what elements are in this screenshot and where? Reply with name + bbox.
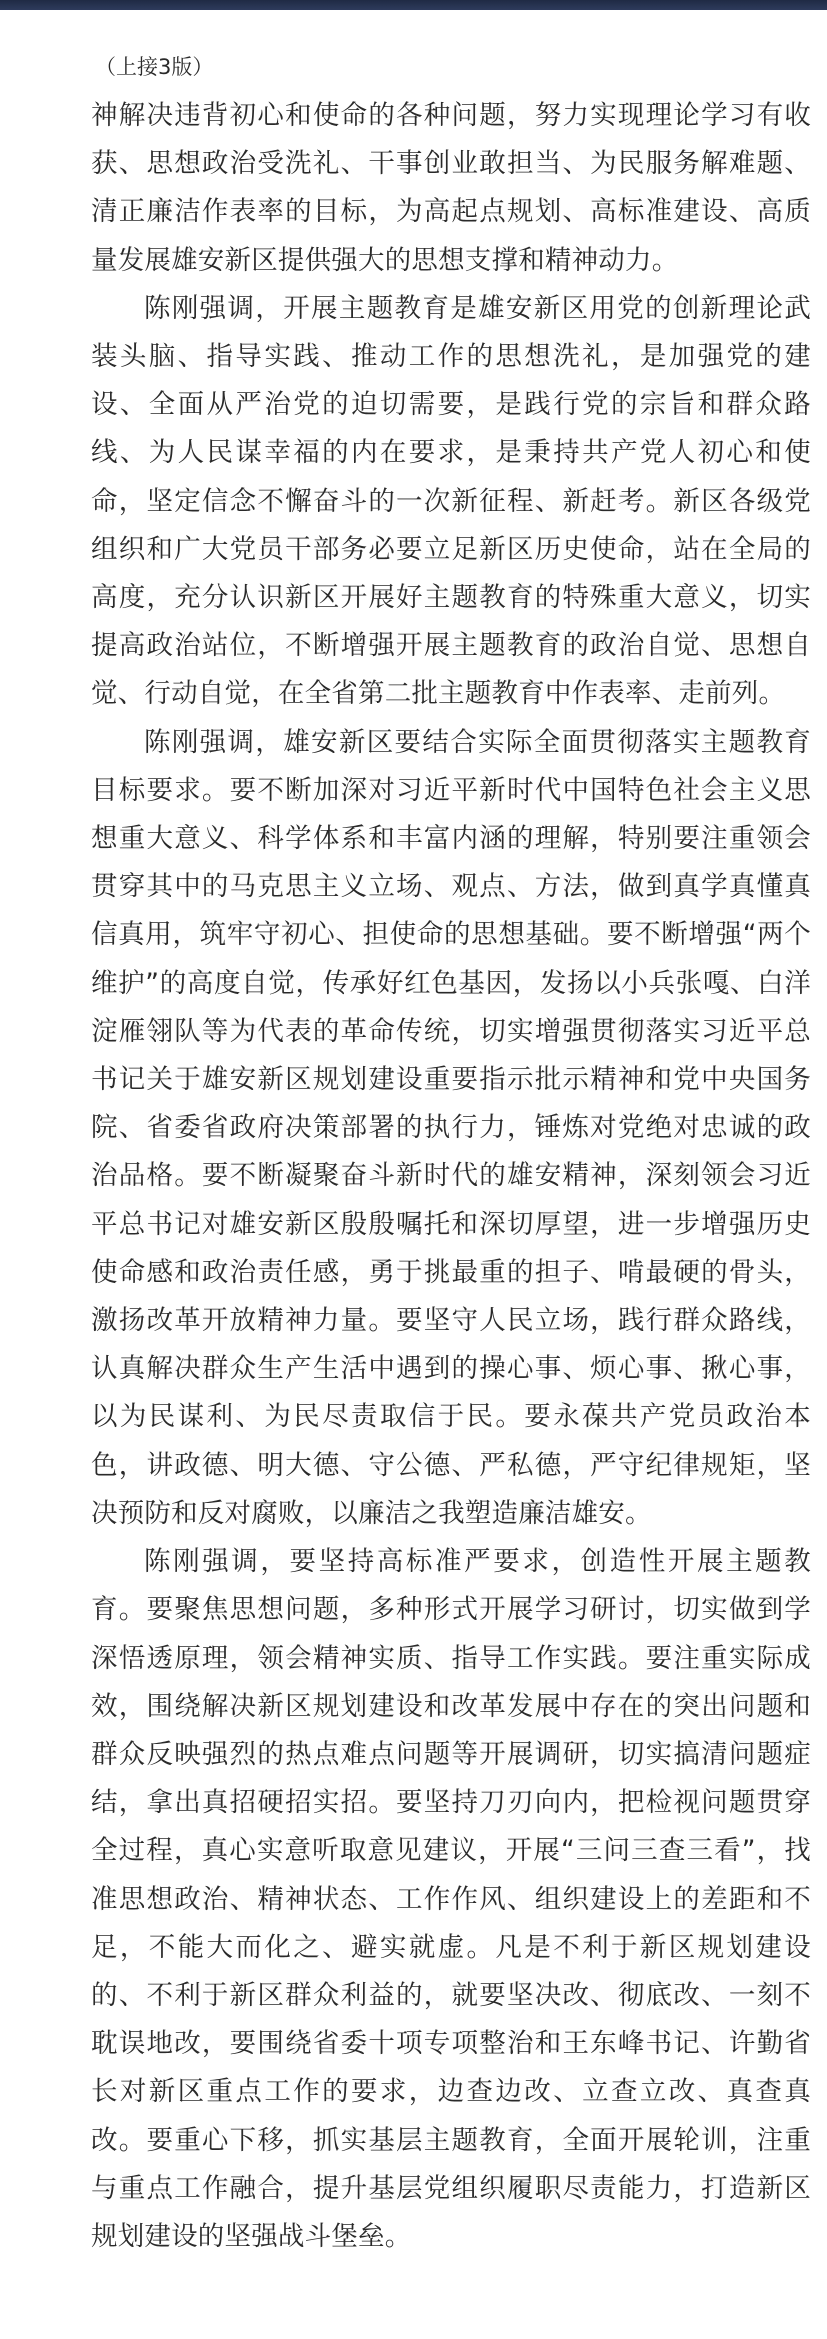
continued-from-page-note: （上接3版） [95,55,214,79]
article-paragraph: 神解决违背初心和使命的各种问题，努力实现理论学习有收获、思想政治受洗礼、干事创业敢担当、为民服务解难题、清正廉洁作表率的目标，为高起点规划、高标准建设、高质量发展雄安新区提供强大的思想支撑和精神动力。 [91,100,811,276]
top-border-bar [0,0,827,10]
article-body [91,42,811,2261]
article-paragraph: 陈刚强调，雄安新区要结合实际全面贯彻落实主题教育目标要求。要不断加深对习近平新时代中国特色社会主义思想重大意义、科学体系和丰富内涵的理解，特别要注重领会贯穿其中的马克思主义立场、观点、方法，做到真学真懂真信真用，筑牢守初心、担使命的思想基础。要不断增强“两个维护”的高度自觉，传承好红色基因，发扬以小兵张嘎、白洋淀雁翎队等为代表的革命传统，切实增强贯彻落实习近平总书记关于雄安新区规划建设重要指示批示精神和党中央国务院、省委省政府决策部署的执行力，锤炼对党绝对忠诚的政治品格。要不断凝聚奋斗新时代的雄安精神，深刻领会习近平总书记对雄安新区殷殷嘱托和深切厚望，进一步增强历史使命感和政治责任感，勇于挑最重的担子、啃最硬的骨头，激扬改革开放精神力量。要坚守人民立场，践行群众路线，认真解决群众生产生活中遇到的操心事、烦心事、揪心事，以为民谋利、为民尽责取信于民。要永葆共产党员政治本色，讲政德、明大德、守公德、严私德，严守纪律规矩，坚决预防和反对腐败，以廉洁之我塑造廉洁雄安。 [91,726,811,1529]
article-paragraph: 陈刚强调，要坚持高标准严要求，创造性开展主题教育。要聚焦思想问题，多种形式开展学习研讨，切实做到学深悟透原理，领会精神实质、指导工作实践。要注重实际成效，围绕解决新区规划建设和改革发展中存在的突出问题和群众反映强烈的热点难点问题等开展调研，切实搞清问题症结，拿出真招硬招实招。要坚持刀刃向内，把检视问题贯穿全过程，真心实意听取意见建议，开展“三问三查三看”，找准思想政治、精神状态、工作作风、组织建设上的差距和不足，不能大而化之、避实就虚。凡是不利于新区规划建设的、不利于新区群众利益的，就要坚决改、彻底改、一刻不耽误地改，要围绕省委十项专项整治和王东峰书记、许勤省长对新区重点工作的要求，边查边改、立查立改、真查真改。要重心下移，抓实基层主题教育，全面开展轮训，注重与重点工作融合，提升基层党组织履职尽责能力，打造新区规划建设的坚强战斗堡垒。 [91,1546,811,2252]
article-paragraph: 陈刚强调，开展主题教育是雄安新区用党的创新理论武装头脑、指导实践、推动工作的思想洗礼，是加强党的建设、全面从严治党的迫切需要，是践行党的宗旨和群众路线、为人民谋幸福的内在要求，是秉持共产党人初心和使命，坚定信念不懈奋斗的一次新征程、新赶考。新区各级党组织和广大党员干部务必要立足新区历史使命，站在全局的高度，充分认识新区开展好主题教育的特殊重大意义，切实提高政治站位，不断增强开展主题教育的政治自觉、思想自觉、行动自觉，在全省第二批主题教育中作表率、走前列。 [91,292,811,710]
